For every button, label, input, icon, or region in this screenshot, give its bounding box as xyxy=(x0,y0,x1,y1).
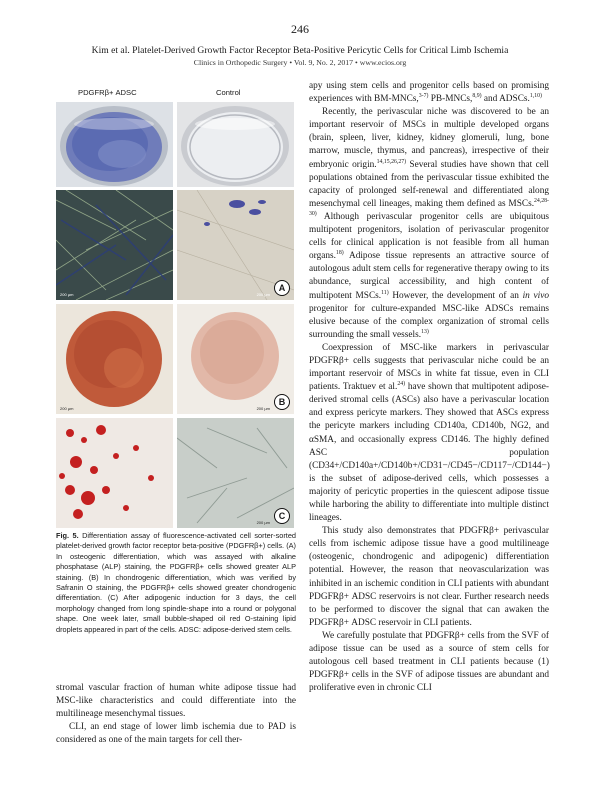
scale-bar-label: 200 µm xyxy=(256,292,270,297)
paragraph: apy using stem cells and progenitor cells based on promising experiences with BM-MNCs,$^{3-7)}$ PB-MNCs,$^{8,9)}$ and ADSCs.$^{1,10)}$ xyxy=(309,81,549,105)
paragraph: We carefully postulate that PDGFRβ+ cells from the SVF of adipose tissue can be used as a source of stem cells for autologous cell based treatment in CLI patients because (1) PDGFRβ+ cells in the SVF of adipose tissues are abundant and proliferative even in chronic CLI xyxy=(309,630,549,694)
figure-caption xyxy=(56,531,296,635)
left-column-text xyxy=(56,682,296,747)
scale-bar-label: 200 µm xyxy=(256,520,270,525)
micrograph-alp-control xyxy=(177,190,294,300)
paragraph: Recently, the perivascular niche was discovered to be an important reservoir of MSCs in multiple developed organs (brain, spleen, liver, kidney, kidney glomeruli, lung, bone marrow, muscle, thymus, and pancreas), irrespective of their embryonic origin.$^{14,15,26,27)}$ Several studies have shown that cell populations obtained from the perivascular tissue exhibited the capacity of prolonged self-renewal and differentiated along mesenchymal cell lineages, making them defined as MSCs.$^{24,28-30)}$ Although perivascular progenitor cells are ubiquitous multipotent progenitors, isolation of perivascular progenitor cells for clinical application is not feasible from all human organs.$^{18)}$ Adipose tissue represents an attractive source of autologous adult stem cells for regenerative therapy owing to its abundance, surgical accessibility, and high content of multipotent MSCs.$^{11)}$ However, the development of an in vivo progenitor for culture-expanded MSC-like ADSCs remains elusive because of the complex organization of stromal cells surrounding the small vessels.$^{13)}$ xyxy=(309,107,549,340)
paragraph: stromal vascular fraction of human white adipose tissue had MSC-like characteristics and could differentiate into the multilineage mesenchymal tissues. xyxy=(56,683,296,720)
citation: 14,15,26,27) xyxy=(376,158,407,165)
caption-text: Differentiation assay of fluorescence-activated cell sorter-sorted platelet-derived growth factor receptor beta-positive (PDGFRβ+) cells. (A) In osteogenic differentiation, which was assayed with alkaline phosphatase (ALP) staining, the PDGFRβ+ cells showed greater ALP staining. (B) In chondrogenic differentiation, which was verified by Safranin O staining, the PDGFRβ+ cells showed greater chondrogenic differentiation. (C) After adipogenic induction for 3 days, the cell morphology changed from long spindle-shape into a round or polygonal shape. One week later, small bubble-shaped oil red O-staining lipid droplets appeared in part of the cells. ADSC: adipose-derived stem cells. xyxy=(56,531,297,634)
micrograph-alp-pdgfrb xyxy=(56,190,173,300)
figure-column-labels xyxy=(56,88,296,100)
panel-letter-a: A xyxy=(274,280,290,296)
citation: 18) xyxy=(335,250,344,257)
well-alp-control xyxy=(177,102,294,187)
right-column-text xyxy=(309,80,549,695)
running-title: Kim et al. Platelet-Derived Growth Factor Receptor Beta-Positive Pericytic Cells for Critical Limb Ischemia xyxy=(91,45,509,56)
micrograph-oilred-control xyxy=(177,418,294,528)
paragraph: This study also demonstrates that PDGFRβ+ perivascular cells from ischemic adipose tissue have a good multilineage (osteogenic, chondrogenic and adipogenic) differentiation potential. However, the reason that neovascularization was inhibited in an ischemic condition in CLI patients with abundant PDGFRβ+ ADSC reservoirs is not clear. Further research needs to be performed to discover the signal that can awaken the PDGFRβ+ ADSC reservoir in CLI patients. xyxy=(309,526,549,628)
page-number: 246 xyxy=(291,22,309,36)
citation: 13) xyxy=(421,328,429,335)
paragraph: Coexpression of MSC-like markers in perivascular PDGFRβ+ cells suggests that perivascular niche could be an important reservoir of MSCs in white fat tissue, even in CLI patients. Traktuev et al.$^{24)}$ have shown that multipotent adipose-derived stromal cells (ASCs) also have a perivascular location and express pericyte markers. They showed that ASCs express the pericyte markers including CD140a, CD140b, NG2, and αSMA, and occasionally express CD146. The highly defined ASC population (CD34+/CD140a+/CD140b+/CD31−/CD45−/CD117−/CD144−) is the subset of adipose-derived cells, which possesses a majority of pericytic properties in the quiescent adipose tissue while harboring the ability to differentiate into multiple distinct lineages. xyxy=(309,342,550,524)
caption-label: Fig. 5. xyxy=(56,531,79,540)
micrograph-oilred-pdgfrb xyxy=(56,418,173,528)
panel-letter-c: C xyxy=(274,508,290,524)
citation: 24,28-30) xyxy=(309,197,549,217)
scale-bar-label: 200 µm xyxy=(256,406,270,411)
micrograph-safranin-pdgfrb xyxy=(56,304,173,414)
paragraph: CLI, an end stage of lower limb ischemia due to PAD is considered as one of the main targets for cell ther- xyxy=(56,722,296,746)
citation: 8,9) xyxy=(472,93,482,99)
citation: 11) xyxy=(381,289,389,296)
scale-bar-label: 200 µm xyxy=(60,292,74,297)
citation: 1,10) xyxy=(529,93,542,99)
column-label-pdgfrb-adsc: PDGFRβ+ ADSC xyxy=(78,88,137,97)
micrograph-safranin-control xyxy=(177,304,294,414)
well-alp-pdgfrb xyxy=(56,102,173,187)
journal-line: Clinics in Orthopedic Surgery • Vol. 9, No. 2, 2017 • www.ecios.org xyxy=(193,58,407,67)
column-label-control: Control xyxy=(216,88,241,97)
scale-bar-label: 200 µm xyxy=(60,406,74,411)
panel-letter-b: B xyxy=(274,394,290,410)
citation: 3-7) xyxy=(418,93,429,99)
citation: 24) xyxy=(397,381,406,388)
